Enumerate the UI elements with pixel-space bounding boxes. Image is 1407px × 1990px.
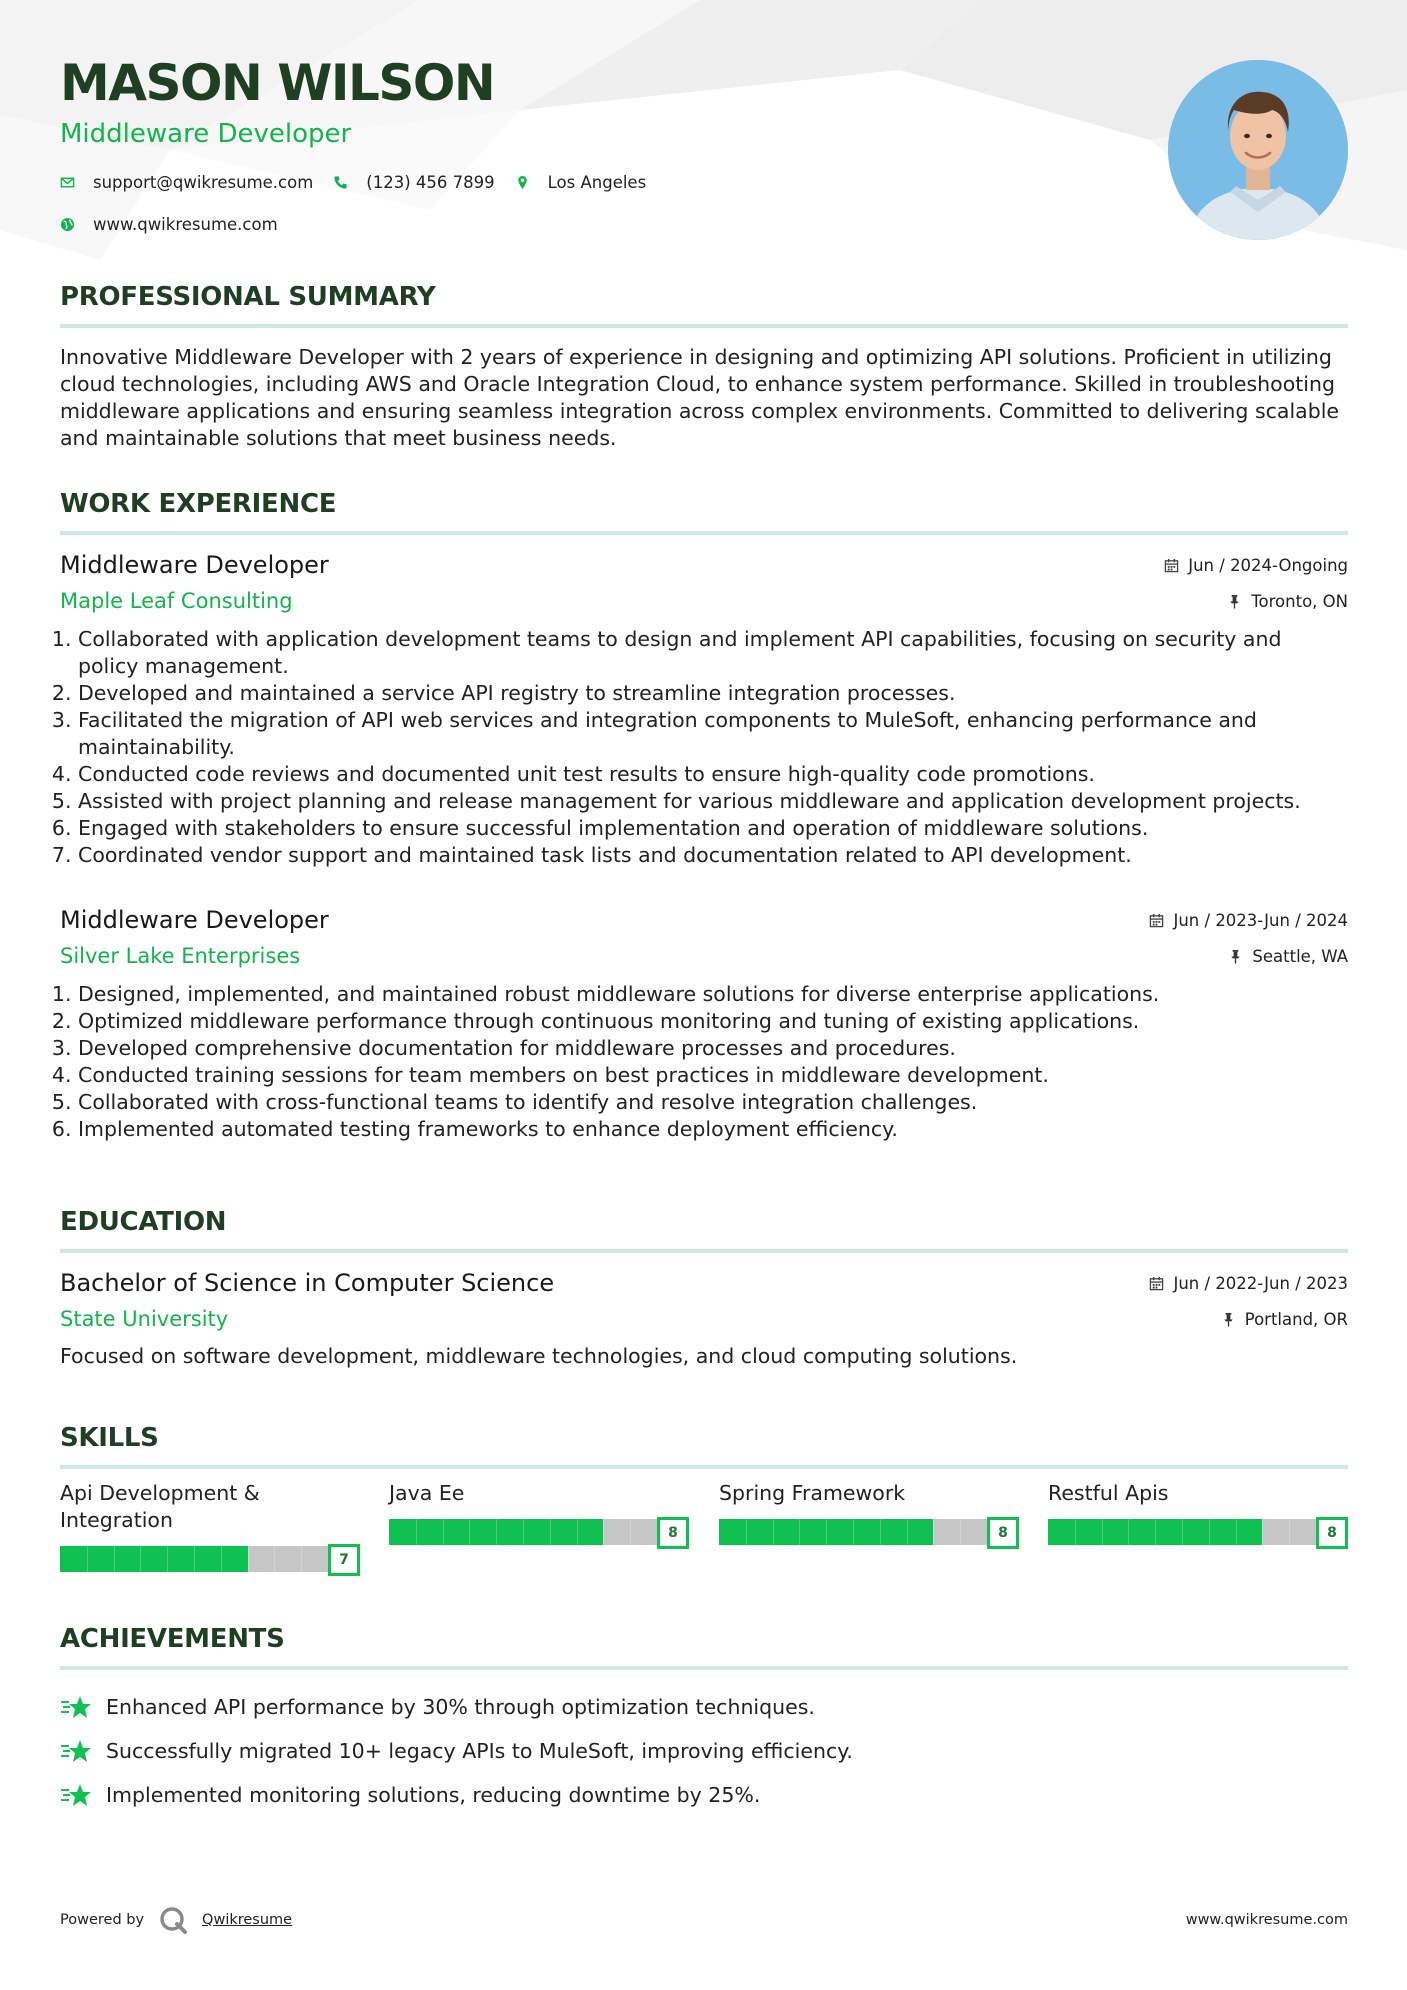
job-bullet: 7. Coordinated vendor support and maintained task lists and documentation related to API development. — [78, 842, 1348, 869]
section-divider — [60, 531, 1348, 535]
skill-bar-segment — [853, 1519, 854, 1545]
skill-bar-segment — [577, 1519, 578, 1545]
website-text: www.qwikresume.com — [93, 215, 278, 234]
skill-item — [719, 1480, 1019, 1545]
skill-bar-segment — [194, 1546, 195, 1572]
skills-heading: SKILLS — [60, 1423, 159, 1453]
phone-text: (123) 456 7899 — [366, 173, 495, 192]
skill-bar-fill — [60, 1546, 248, 1572]
job-location-text: Seattle, WA — [1252, 946, 1348, 966]
skill-bar-segment — [248, 1546, 249, 1572]
skill-name: Restful Apis — [1048, 1481, 1169, 1505]
skill-bar-segment — [773, 1519, 774, 1545]
job-dates — [1164, 556, 1348, 575]
skill-bar-segment — [630, 1519, 631, 1545]
job-bullet: 4. Conducted code reviews and documented unit test results to ensure high-quality code promotions. — [78, 761, 1348, 788]
achievement-text: Implemented monitoring solutions, reducing downtime by 25%. — [106, 1783, 761, 1807]
education-location — [1221, 1310, 1348, 1329]
job-bullet: 6. Implemented automated testing frameworks to enhance deployment efficiency. — [78, 1116, 1348, 1143]
job-location — [1228, 947, 1348, 966]
skill-bar-segment — [1155, 1519, 1156, 1545]
skill-bar-segment — [496, 1519, 497, 1545]
skill-bar-segment — [746, 1519, 747, 1545]
skill-name: Spring Framework — [719, 1481, 906, 1505]
skill-bar-segment — [880, 1519, 881, 1545]
skill-bar-segment — [523, 1519, 524, 1545]
skill-item — [1048, 1480, 1348, 1545]
degree-title: Bachelor of Science in Computer Science — [60, 1269, 555, 1297]
skill-item — [60, 1480, 360, 1572]
website-item[interactable] — [60, 215, 278, 234]
skill-bar-segment — [826, 1519, 827, 1545]
experience-heading: WORK EXPERIENCE — [60, 489, 337, 519]
skill-bar-segment — [1236, 1519, 1237, 1545]
skill-bar-segment — [221, 1546, 222, 1572]
skill-level-badge: 8 — [987, 1517, 1019, 1549]
achievement-item — [60, 1729, 1348, 1773]
pushpin-icon — [1221, 1312, 1236, 1327]
job-bullet: 4. Conducted training sessions for team members on best practices in middleware development. — [78, 1062, 1348, 1089]
skill-bar — [389, 1517, 689, 1545]
skill-bar-segment — [1128, 1519, 1129, 1545]
job-dates-text: Jun / 2023-Jun / 2024 — [1173, 910, 1348, 930]
achievement-text: Successfully migrated 10+ legacy APIs to MuleSoft, improving efficiency. — [106, 1739, 853, 1763]
skill-bar-segment — [87, 1546, 88, 1572]
skill-bar-segment — [301, 1546, 302, 1572]
skill-bar-segment — [1182, 1519, 1183, 1545]
powered-by — [60, 1905, 292, 1935]
skill-level-badge: 8 — [1316, 1517, 1348, 1549]
shooting-star-icon — [60, 1782, 92, 1808]
map-pin-icon — [515, 175, 530, 190]
phone-item[interactable] — [333, 173, 494, 192]
candidate-title: Middleware Developer — [60, 119, 352, 149]
education-dates — [1149, 1274, 1348, 1293]
education-location-text: Portland, OR — [1244, 1309, 1348, 1329]
shooting-star-icon — [60, 1738, 92, 1764]
job-bullet: 1. Collaborated with application development teams to design and implement API capabilities, focusing on security and policy management. — [78, 626, 1348, 680]
shooting-star-icon — [60, 1694, 92, 1720]
job-bullet: 6. Engaged with stakeholders to ensure successful implementation and operation of middleware solutions. — [78, 815, 1348, 842]
job-title: Middleware Developer — [60, 551, 329, 579]
skill-bar-segment — [960, 1519, 961, 1545]
section-divider — [60, 324, 1348, 328]
summary-text: Innovative Middleware Developer with 2 years of experience in designing and optimizing API solutions. Proficient in utilizing cloud technologies, including AWS and Oracle Integration Cloud, to enhance system performance. Skilled in troubleshooting middleware applications and ensuring seamless integration across complex environments. Committed to delivering scalable and maintainable solutions that meet business needs. — [60, 345, 1340, 450]
job-bullet: 3. Developed comprehensive documentation for middleware processes and procedures. — [78, 1035, 1348, 1062]
phone-icon — [333, 175, 348, 190]
skill-bar — [719, 1517, 1019, 1545]
location-item — [515, 173, 647, 192]
skill-bar — [60, 1544, 360, 1572]
experience-section-header — [60, 491, 1348, 535]
qwikresume-link[interactable]: Qwikresume — [202, 1912, 293, 1928]
envelope-icon — [60, 175, 75, 190]
summary-section-header — [60, 284, 1348, 328]
location-text: Los Angeles — [547, 173, 647, 192]
section-divider — [60, 1465, 1348, 1469]
skill-bar-segment — [933, 1519, 934, 1545]
skill-bar-segment — [1102, 1519, 1103, 1545]
job-entry — [60, 550, 1348, 869]
skill-bar-segment — [443, 1519, 444, 1545]
job-bullet: 5. Assisted with project planning and release management for various middleware and application development projects. — [78, 788, 1348, 815]
qwikresume-logo-icon — [158, 1905, 188, 1935]
achievements-section-header — [60, 1626, 1348, 1670]
calendar-icon — [1149, 1276, 1164, 1291]
job-dates — [1149, 911, 1348, 930]
skill-bar-segment — [550, 1519, 551, 1545]
achievement-item — [60, 1773, 1348, 1817]
skill-name: Java Ee — [389, 1481, 465, 1505]
job-bullets — [60, 626, 1348, 869]
section-divider — [60, 1249, 1348, 1253]
job-location — [1227, 592, 1348, 611]
profile-photo — [1168, 60, 1348, 240]
skills-section-header — [60, 1425, 1348, 1469]
school-name: State University — [60, 1307, 229, 1331]
email-item[interactable] — [60, 173, 313, 192]
education-heading: EDUCATION — [60, 1207, 227, 1237]
skill-bar-segment — [603, 1519, 604, 1545]
job-bullet: 2. Developed and maintained a service API registry to streamline integration processes. — [78, 680, 1348, 707]
achievement-item — [60, 1685, 1348, 1729]
skill-item — [389, 1480, 689, 1545]
job-entry — [60, 905, 1348, 1143]
pushpin-icon — [1227, 594, 1242, 609]
contact-row-primary — [60, 173, 646, 192]
skill-bar-segment — [1209, 1519, 1210, 1545]
job-bullet: 2. Optimized middleware performance through continuous monitoring and tuning of existing applications. — [78, 1008, 1348, 1035]
skill-bar — [1048, 1517, 1348, 1545]
skill-bar-segment — [907, 1519, 908, 1545]
job-dates-text: Jun / 2024-Ongoing — [1188, 555, 1348, 575]
skill-bar-segment — [799, 1519, 800, 1545]
skill-bar-segment — [167, 1546, 168, 1572]
job-bullet: 5. Collaborated with cross-functional teams to identify and resolve integration challenges. — [78, 1089, 1348, 1116]
candidate-name: MASON WILSON — [60, 54, 495, 112]
achievements-heading: ACHIEVEMENTS — [60, 1624, 285, 1654]
summary-heading: PROFESSIONAL SUMMARY — [60, 282, 436, 312]
skill-level-badge: 7 — [328, 1544, 360, 1576]
education-description: Focused on software development, middleware technologies, and cloud computing solutions. — [60, 1344, 1018, 1368]
education-entry — [60, 1268, 1348, 1368]
skill-bar-segment — [114, 1546, 115, 1572]
calendar-icon — [1164, 558, 1179, 573]
skill-name: Api Development & Integration — [60, 1481, 260, 1532]
education-section-header — [60, 1209, 1348, 1253]
job-bullets — [60, 981, 1348, 1143]
footer-url[interactable]: www.qwikresume.com — [1185, 1912, 1348, 1928]
company-name: Maple Leaf Consulting — [60, 589, 293, 613]
person-photo-illustration — [1168, 60, 1348, 240]
section-divider — [60, 1666, 1348, 1670]
skill-bar-segment — [274, 1546, 275, 1572]
contact-row-secondary — [60, 215, 278, 234]
skill-bar-segment — [416, 1519, 417, 1545]
page-footer — [60, 1900, 1348, 1940]
job-title: Middleware Developer — [60, 906, 329, 934]
globe-icon — [60, 217, 75, 232]
skill-bar-segment — [1075, 1519, 1076, 1545]
skill-bar-segment — [1262, 1519, 1263, 1545]
job-bullet: 3. Facilitated the migration of API web services and integration components to MuleSoft, enhancing performance and maintainability. — [78, 707, 1348, 761]
email-text: support@qwikresume.com — [93, 173, 314, 192]
achievements-list — [60, 1685, 1348, 1817]
job-bullet: 1. Designed, implemented, and maintained robust middleware solutions for diverse enterprise applications. — [78, 981, 1348, 1008]
achievement-text: Enhanced API performance by 30% through optimization techniques. — [106, 1695, 815, 1719]
calendar-icon — [1149, 913, 1164, 928]
education-dates-text: Jun / 2022-Jun / 2023 — [1173, 1273, 1348, 1293]
pushpin-icon — [1228, 949, 1243, 964]
job-location-text: Toronto, ON — [1251, 591, 1348, 611]
powered-by-label: Powered by — [60, 1912, 145, 1928]
skill-bar-segment — [1289, 1519, 1290, 1545]
skill-bar-segment — [469, 1519, 470, 1545]
company-name: Silver Lake Enterprises — [60, 944, 301, 968]
skill-level-badge: 8 — [657, 1517, 689, 1549]
skill-bar-segment — [140, 1546, 141, 1572]
